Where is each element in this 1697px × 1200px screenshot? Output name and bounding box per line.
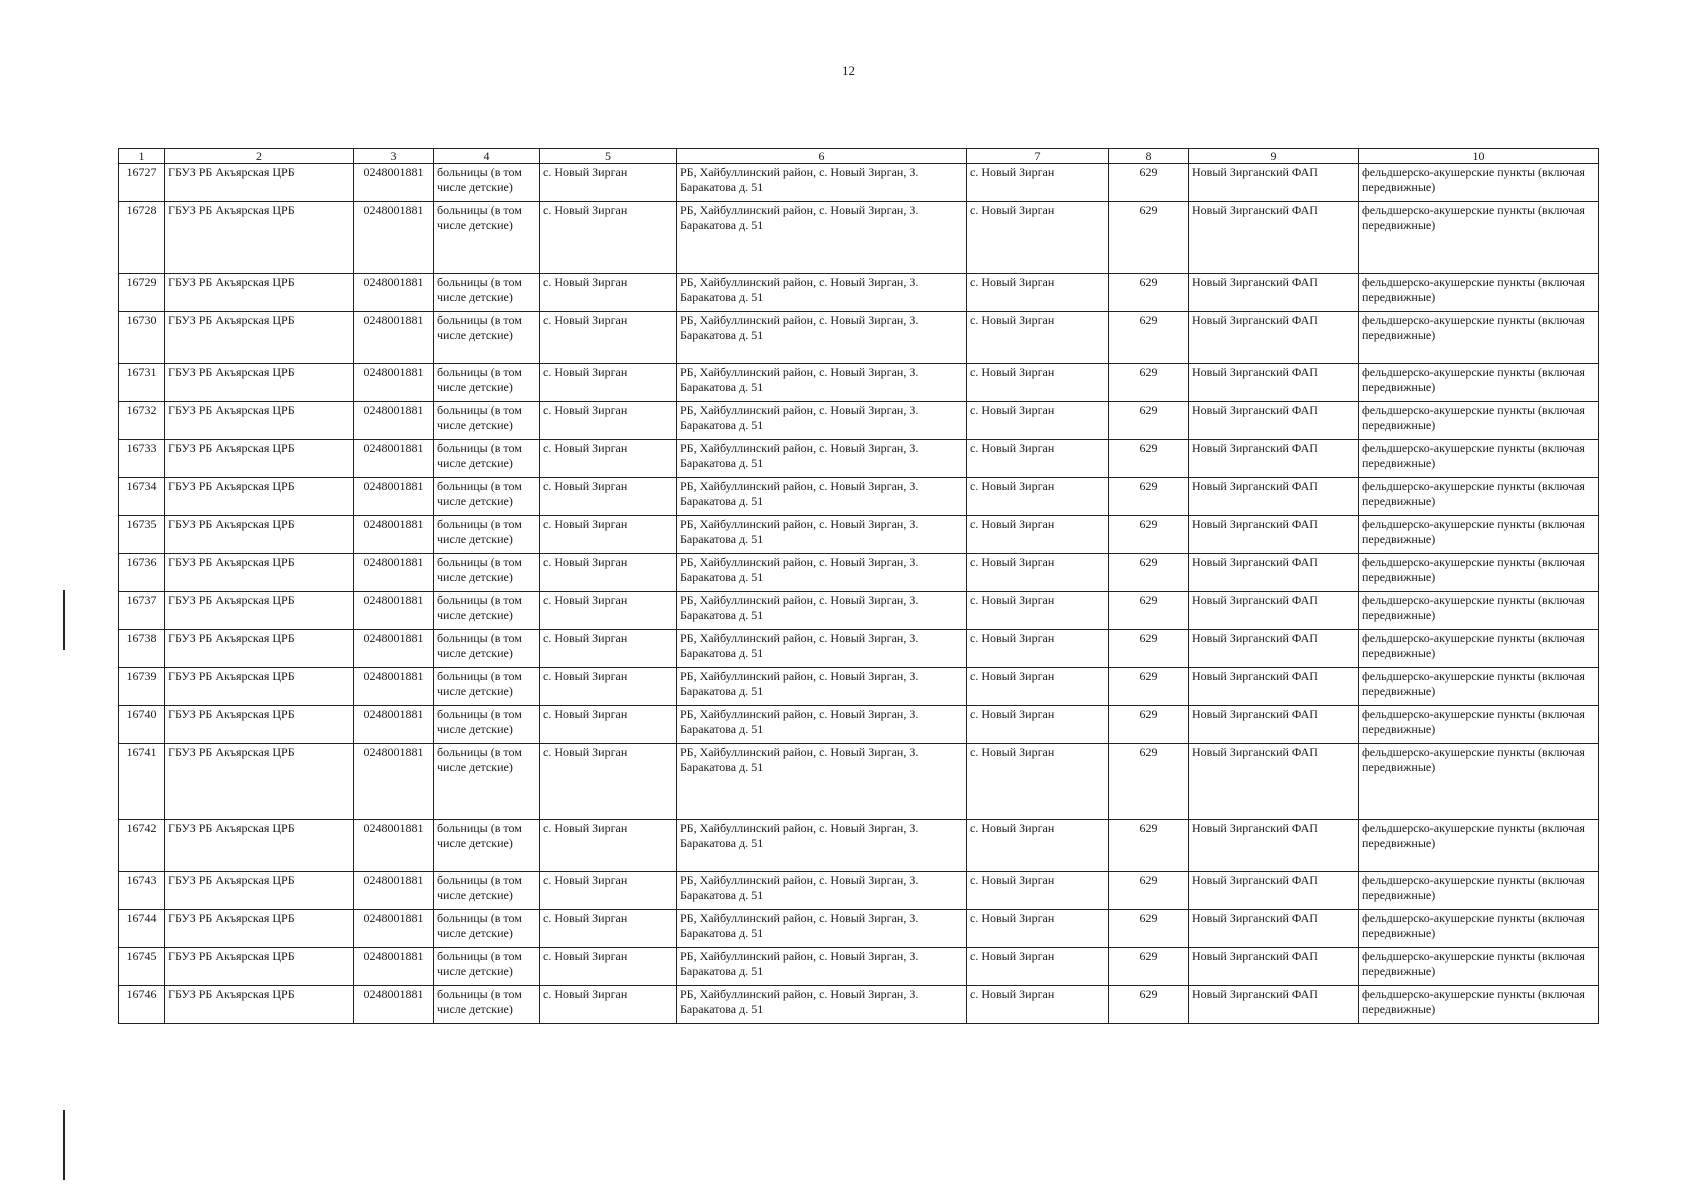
facility-category-cell: фельдшерско-акушерские пункты (включая передвижные) [1359, 872, 1599, 910]
inn-code-cell: 0248001881 [354, 820, 434, 872]
locality-cell: с. Новый Зирган [967, 948, 1109, 986]
address-cell: РБ, Хайбуллинский район, с. Новый Зирган, З. Баракатова д. 51 [677, 364, 967, 402]
organization-name-cell: ГБУЗ РБ Акъярская ЦРБ [165, 478, 354, 516]
address-cell: РБ, Хайбуллинский район, с. Новый Зирган, З. Баракатова д. 51 [677, 202, 967, 274]
facility-type-cell: больницы (в том числе детские) [434, 402, 540, 440]
organization-name-cell: ГБУЗ РБ Акъярская ЦРБ [165, 706, 354, 744]
column-header: 10 [1359, 149, 1599, 164]
address-cell: РБ, Хайбуллинский район, с. Новый Зирган, З. Баракатова д. 51 [677, 554, 967, 592]
row-number-cell: 16743 [119, 872, 165, 910]
locality-cell: с. Новый Зирган [967, 274, 1109, 312]
facility-category-cell: фельдшерско-акушерские пункты (включая передвижные) [1359, 668, 1599, 706]
row-number-cell: 16738 [119, 630, 165, 668]
table-row [119, 274, 1599, 312]
header-row [119, 149, 1599, 164]
facility-type-cell: больницы (в том числе детские) [434, 440, 540, 478]
organization-name-cell: ГБУЗ РБ Акъярская ЦРБ [165, 312, 354, 364]
row-number-cell: 16741 [119, 744, 165, 820]
address-cell: РБ, Хайбуллинский район, с. Новый Зирган, З. Баракатова д. 51 [677, 872, 967, 910]
locality-cell: с. Новый Зирган [967, 820, 1109, 872]
facility-name-cell: Новый Зирганский ФАП [1189, 630, 1359, 668]
address-cell: РБ, Хайбуллинский район, с. Новый Зирган, З. Баракатова д. 51 [677, 668, 967, 706]
locality-cell: с. Новый Зирган [967, 554, 1109, 592]
code-value-cell: 629 [1109, 706, 1189, 744]
table-row [119, 668, 1599, 706]
facility-type-cell: больницы (в том числе детские) [434, 630, 540, 668]
inn-code-cell: 0248001881 [354, 164, 434, 202]
organization-name-cell: ГБУЗ РБ Акъярская ЦРБ [165, 744, 354, 820]
locality-cell: с. Новый Зирган [967, 706, 1109, 744]
facility-category-cell: фельдшерско-акушерские пункты (включая передвижные) [1359, 274, 1599, 312]
code-value-cell: 629 [1109, 668, 1189, 706]
address-cell: РБ, Хайбуллинский район, с. Новый Зирган, З. Баракатова д. 51 [677, 630, 967, 668]
row-number-cell: 16729 [119, 274, 165, 312]
row-number-cell: 16735 [119, 516, 165, 554]
address-cell: РБ, Хайбуллинский район, с. Новый Зирган, З. Баракатова д. 51 [677, 516, 967, 554]
facility-type-cell: больницы (в том числе детские) [434, 478, 540, 516]
code-value-cell: 629 [1109, 986, 1189, 1024]
row-number-cell: 16739 [119, 668, 165, 706]
facility-type-cell: больницы (в том числе детские) [434, 948, 540, 986]
code-value-cell: 629 [1109, 478, 1189, 516]
facility-category-cell: фельдшерско-акушерские пункты (включая передвижные) [1359, 478, 1599, 516]
facility-name-cell: Новый Зирганский ФАП [1189, 312, 1359, 364]
settlement-cell: с. Новый Зирган [540, 516, 677, 554]
facility-type-cell: больницы (в том числе детские) [434, 986, 540, 1024]
locality-cell: с. Новый Зирган [967, 910, 1109, 948]
facility-name-cell: Новый Зирганский ФАП [1189, 274, 1359, 312]
inn-code-cell: 0248001881 [354, 516, 434, 554]
settlement-cell: с. Новый Зирган [540, 706, 677, 744]
code-value-cell: 629 [1109, 440, 1189, 478]
table-row [119, 744, 1599, 820]
facility-category-cell: фельдшерско-акушерские пункты (включая передвижные) [1359, 516, 1599, 554]
settlement-cell: с. Новый Зирган [540, 312, 677, 364]
facility-name-cell: Новый Зирганский ФАП [1189, 948, 1359, 986]
settlement-cell: с. Новый Зирган [540, 554, 677, 592]
facility-name-cell: Новый Зирганский ФАП [1189, 478, 1359, 516]
address-cell: РБ, Хайбуллинский район, с. Новый Зирган, З. Баракатова д. 51 [677, 164, 967, 202]
address-cell: РБ, Хайбуллинский район, с. Новый Зирган, З. Баракатова д. 51 [677, 820, 967, 872]
locality-cell: с. Новый Зирган [967, 440, 1109, 478]
facility-category-cell: фельдшерско-акушерские пункты (включая передвижные) [1359, 986, 1599, 1024]
table-row [119, 872, 1599, 910]
table-row [119, 948, 1599, 986]
organization-name-cell: ГБУЗ РБ Акъярская ЦРБ [165, 592, 354, 630]
column-header: 4 [434, 149, 540, 164]
address-cell: РБ, Хайбуллинский район, с. Новый Зирган, З. Баракатова д. 51 [677, 910, 967, 948]
locality-cell: с. Новый Зирган [967, 630, 1109, 668]
facility-name-cell: Новый Зирганский ФАП [1189, 164, 1359, 202]
locality-cell: с. Новый Зирган [967, 164, 1109, 202]
table-row [119, 554, 1599, 592]
facility-category-cell: фельдшерско-акушерские пункты (включая передвижные) [1359, 202, 1599, 274]
settlement-cell: с. Новый Зирган [540, 592, 677, 630]
row-number-cell: 16730 [119, 312, 165, 364]
inn-code-cell: 0248001881 [354, 440, 434, 478]
settlement-cell: с. Новый Зирган [540, 402, 677, 440]
settlement-cell: с. Новый Зирган [540, 948, 677, 986]
locality-cell: с. Новый Зирган [967, 592, 1109, 630]
table-row [119, 164, 1599, 202]
locality-cell: с. Новый Зирган [967, 478, 1109, 516]
code-value-cell: 629 [1109, 592, 1189, 630]
settlement-cell: с. Новый Зирган [540, 910, 677, 948]
address-cell: РБ, Хайбуллинский район, с. Новый Зирган, З. Баракатова д. 51 [677, 592, 967, 630]
inn-code-cell: 0248001881 [354, 948, 434, 986]
table-row [119, 516, 1599, 554]
organization-name-cell: ГБУЗ РБ Акъярская ЦРБ [165, 820, 354, 872]
settlement-cell: с. Новый Зирган [540, 164, 677, 202]
inn-code-cell: 0248001881 [354, 274, 434, 312]
locality-cell: с. Новый Зирган [967, 202, 1109, 274]
facility-name-cell: Новый Зирганский ФАП [1189, 706, 1359, 744]
facility-category-cell: фельдшерско-акушерские пункты (включая передвижные) [1359, 554, 1599, 592]
inn-code-cell: 0248001881 [354, 478, 434, 516]
code-value-cell: 629 [1109, 910, 1189, 948]
settlement-cell: с. Новый Зирган [540, 478, 677, 516]
organization-name-cell: ГБУЗ РБ Акъярская ЦРБ [165, 668, 354, 706]
facility-category-cell: фельдшерско-акушерские пункты (включая передвижные) [1359, 364, 1599, 402]
address-cell: РБ, Хайбуллинский район, с. Новый Зирган, З. Баракатова д. 51 [677, 706, 967, 744]
facility-category-cell: фельдшерско-акушерские пункты (включая передвижные) [1359, 164, 1599, 202]
facility-name-cell: Новый Зирганский ФАП [1189, 364, 1359, 402]
facility-name-cell: Новый Зирганский ФАП [1189, 986, 1359, 1024]
column-header: 1 [119, 149, 165, 164]
facility-category-cell: фельдшерско-акушерские пункты (включая передвижные) [1359, 440, 1599, 478]
address-cell: РБ, Хайбуллинский район, с. Новый Зирган, З. Баракатова д. 51 [677, 478, 967, 516]
inn-code-cell: 0248001881 [354, 592, 434, 630]
row-number-cell: 16742 [119, 820, 165, 872]
settlement-cell: с. Новый Зирган [540, 274, 677, 312]
column-header: 6 [677, 149, 967, 164]
table-row [119, 478, 1599, 516]
table-row [119, 910, 1599, 948]
facility-name-cell: Новый Зирганский ФАП [1189, 402, 1359, 440]
inn-code-cell: 0248001881 [354, 668, 434, 706]
table-row [119, 820, 1599, 872]
address-cell: РБ, Хайбуллинский район, с. Новый Зирган, З. Баракатова д. 51 [677, 948, 967, 986]
facility-category-cell: фельдшерско-акушерские пункты (включая передвижные) [1359, 592, 1599, 630]
facility-type-cell: больницы (в том числе детские) [434, 202, 540, 274]
inn-code-cell: 0248001881 [354, 910, 434, 948]
facility-category-cell: фельдшерско-акушерские пункты (включая передвижные) [1359, 910, 1599, 948]
column-header: 3 [354, 149, 434, 164]
organization-name-cell: ГБУЗ РБ Акъярская ЦРБ [165, 202, 354, 274]
row-number-cell: 16745 [119, 948, 165, 986]
code-value-cell: 629 [1109, 164, 1189, 202]
organization-name-cell: ГБУЗ РБ Акъярская ЦРБ [165, 402, 354, 440]
inn-code-cell: 0248001881 [354, 706, 434, 744]
code-value-cell: 629 [1109, 554, 1189, 592]
facility-type-cell: больницы (в том числе детские) [434, 706, 540, 744]
inn-code-cell: 0248001881 [354, 554, 434, 592]
facility-type-cell: больницы (в том числе детские) [434, 516, 540, 554]
column-header: 7 [967, 149, 1109, 164]
facility-name-cell: Новый Зирганский ФАП [1189, 872, 1359, 910]
inn-code-cell: 0248001881 [354, 402, 434, 440]
inn-code-cell: 0248001881 [354, 202, 434, 274]
facility-name-cell: Новый Зирганский ФАП [1189, 202, 1359, 274]
facility-type-cell: больницы (в том числе детские) [434, 872, 540, 910]
facility-name-cell: Новый Зирганский ФАП [1189, 554, 1359, 592]
facility-category-cell: фельдшерско-акушерские пункты (включая передвижные) [1359, 820, 1599, 872]
table-row [119, 706, 1599, 744]
facility-name-cell: Новый Зирганский ФАП [1189, 744, 1359, 820]
code-value-cell: 629 [1109, 516, 1189, 554]
facility-category-cell: фельдшерско-акушерские пункты (включая передвижные) [1359, 948, 1599, 986]
locality-cell: с. Новый Зирган [967, 402, 1109, 440]
code-value-cell: 629 [1109, 364, 1189, 402]
inn-code-cell: 0248001881 [354, 630, 434, 668]
facility-name-cell: Новый Зирганский ФАП [1189, 592, 1359, 630]
locality-cell: с. Новый Зирган [967, 872, 1109, 910]
organization-name-cell: ГБУЗ РБ Акъярская ЦРБ [165, 948, 354, 986]
table-row [119, 364, 1599, 402]
settlement-cell: с. Новый Зирган [540, 364, 677, 402]
row-number-cell: 16733 [119, 440, 165, 478]
facility-type-cell: больницы (в том числе детские) [434, 592, 540, 630]
organization-name-cell: ГБУЗ РБ Акъярская ЦРБ [165, 986, 354, 1024]
organization-name-cell: ГБУЗ РБ Акъярская ЦРБ [165, 910, 354, 948]
facility-type-cell: больницы (в том числе детские) [434, 910, 540, 948]
organization-name-cell: ГБУЗ РБ Акъярская ЦРБ [165, 274, 354, 312]
address-cell: РБ, Хайбуллинский район, с. Новый Зирган, З. Баракатова д. 51 [677, 402, 967, 440]
settlement-cell: с. Новый Зирган [540, 630, 677, 668]
table-body [119, 164, 1599, 1024]
organization-name-cell: ГБУЗ РБ Акъярская ЦРБ [165, 630, 354, 668]
scan-edge-mark [63, 1110, 65, 1180]
address-cell: РБ, Хайбуллинский район, с. Новый Зирган, З. Баракатова д. 51 [677, 744, 967, 820]
address-cell: РБ, Хайбуллинский район, с. Новый Зирган, З. Баракатова д. 51 [677, 440, 967, 478]
facility-type-cell: больницы (в том числе детские) [434, 668, 540, 706]
table-header [119, 149, 1599, 164]
facility-type-cell: больницы (в том числе детские) [434, 820, 540, 872]
settlement-cell: с. Новый Зирган [540, 202, 677, 274]
code-value-cell: 629 [1109, 202, 1189, 274]
locality-cell: с. Новый Зирган [967, 986, 1109, 1024]
settlement-cell: с. Новый Зирган [540, 440, 677, 478]
table-row [119, 402, 1599, 440]
table-row [119, 440, 1599, 478]
inn-code-cell: 0248001881 [354, 986, 434, 1024]
organization-name-cell: ГБУЗ РБ Акъярская ЦРБ [165, 440, 354, 478]
scan-edge-mark [63, 590, 65, 650]
organization-name-cell: ГБУЗ РБ Акъярская ЦРБ [165, 554, 354, 592]
column-header: 5 [540, 149, 677, 164]
organization-name-cell: ГБУЗ РБ Акъярская ЦРБ [165, 364, 354, 402]
facility-name-cell: Новый Зирганский ФАП [1189, 668, 1359, 706]
facility-category-cell: фельдшерско-акушерские пункты (включая передвижные) [1359, 402, 1599, 440]
code-value-cell: 629 [1109, 948, 1189, 986]
facility-name-cell: Новый Зирганский ФАП [1189, 516, 1359, 554]
inn-code-cell: 0248001881 [354, 364, 434, 402]
settlement-cell: с. Новый Зирган [540, 820, 677, 872]
facility-name-cell: Новый Зирганский ФАП [1189, 820, 1359, 872]
inn-code-cell: 0248001881 [354, 872, 434, 910]
facility-type-cell: больницы (в том числе детские) [434, 312, 540, 364]
facility-category-cell: фельдшерско-акушерские пункты (включая передвижные) [1359, 744, 1599, 820]
code-value-cell: 629 [1109, 402, 1189, 440]
facility-name-cell: Новый Зирганский ФАП [1189, 440, 1359, 478]
settlement-cell: с. Новый Зирган [540, 744, 677, 820]
facility-category-cell: фельдшерско-акушерские пункты (включая передвижные) [1359, 312, 1599, 364]
facility-name-cell: Новый Зирганский ФАП [1189, 910, 1359, 948]
table-row [119, 202, 1599, 274]
row-number-cell: 16732 [119, 402, 165, 440]
facility-type-cell: больницы (в том числе детские) [434, 274, 540, 312]
table-row [119, 312, 1599, 364]
address-cell: РБ, Хайбуллинский район, с. Новый Зирган, З. Баракатова д. 51 [677, 274, 967, 312]
facility-category-cell: фельдшерско-акушерские пункты (включая передвижные) [1359, 706, 1599, 744]
locality-cell: с. Новый Зирган [967, 668, 1109, 706]
inn-code-cell: 0248001881 [354, 312, 434, 364]
page-number: 12 [842, 63, 855, 78]
table-row [119, 630, 1599, 668]
row-number-cell: 16731 [119, 364, 165, 402]
table-row [119, 986, 1599, 1024]
locality-cell: с. Новый Зирган [967, 312, 1109, 364]
address-cell: РБ, Хайбуллинский район, с. Новый Зирган, З. Баракатова д. 51 [677, 312, 967, 364]
code-value-cell: 629 [1109, 820, 1189, 872]
address-cell: РБ, Хайбуллинский район, с. Новый Зирган, З. Баракатова д. 51 [677, 986, 967, 1024]
locality-cell: с. Новый Зирган [967, 364, 1109, 402]
row-number-cell: 16728 [119, 202, 165, 274]
inn-code-cell: 0248001881 [354, 744, 434, 820]
settlement-cell: с. Новый Зирган [540, 986, 677, 1024]
table-row [119, 592, 1599, 630]
row-number-cell: 16737 [119, 592, 165, 630]
code-value-cell: 629 [1109, 744, 1189, 820]
settlement-cell: с. Новый Зирган [540, 668, 677, 706]
locality-cell: с. Новый Зирган [967, 516, 1109, 554]
row-number-cell: 16736 [119, 554, 165, 592]
row-number-cell: 16734 [119, 478, 165, 516]
column-header: 8 [1109, 149, 1189, 164]
row-number-cell: 16727 [119, 164, 165, 202]
organization-name-cell: ГБУЗ РБ Акъярская ЦРБ [165, 164, 354, 202]
code-value-cell: 629 [1109, 630, 1189, 668]
row-number-cell: 16740 [119, 706, 165, 744]
facility-type-cell: больницы (в том числе детские) [434, 744, 540, 820]
row-number-cell: 16744 [119, 910, 165, 948]
facility-type-cell: больницы (в том числе детские) [434, 364, 540, 402]
registry-table [118, 148, 1599, 1024]
settlement-cell: с. Новый Зирган [540, 872, 677, 910]
code-value-cell: 629 [1109, 312, 1189, 364]
row-number-cell: 16746 [119, 986, 165, 1024]
organization-name-cell: ГБУЗ РБ Акъярская ЦРБ [165, 516, 354, 554]
code-value-cell: 629 [1109, 274, 1189, 312]
locality-cell: с. Новый Зирган [967, 744, 1109, 820]
facility-type-cell: больницы (в том числе детские) [434, 164, 540, 202]
facility-category-cell: фельдшерско-акушерские пункты (включая передвижные) [1359, 630, 1599, 668]
column-header: 9 [1189, 149, 1359, 164]
code-value-cell: 629 [1109, 872, 1189, 910]
organization-name-cell: ГБУЗ РБ Акъярская ЦРБ [165, 872, 354, 910]
column-header: 2 [165, 149, 354, 164]
facility-type-cell: больницы (в том числе детские) [434, 554, 540, 592]
